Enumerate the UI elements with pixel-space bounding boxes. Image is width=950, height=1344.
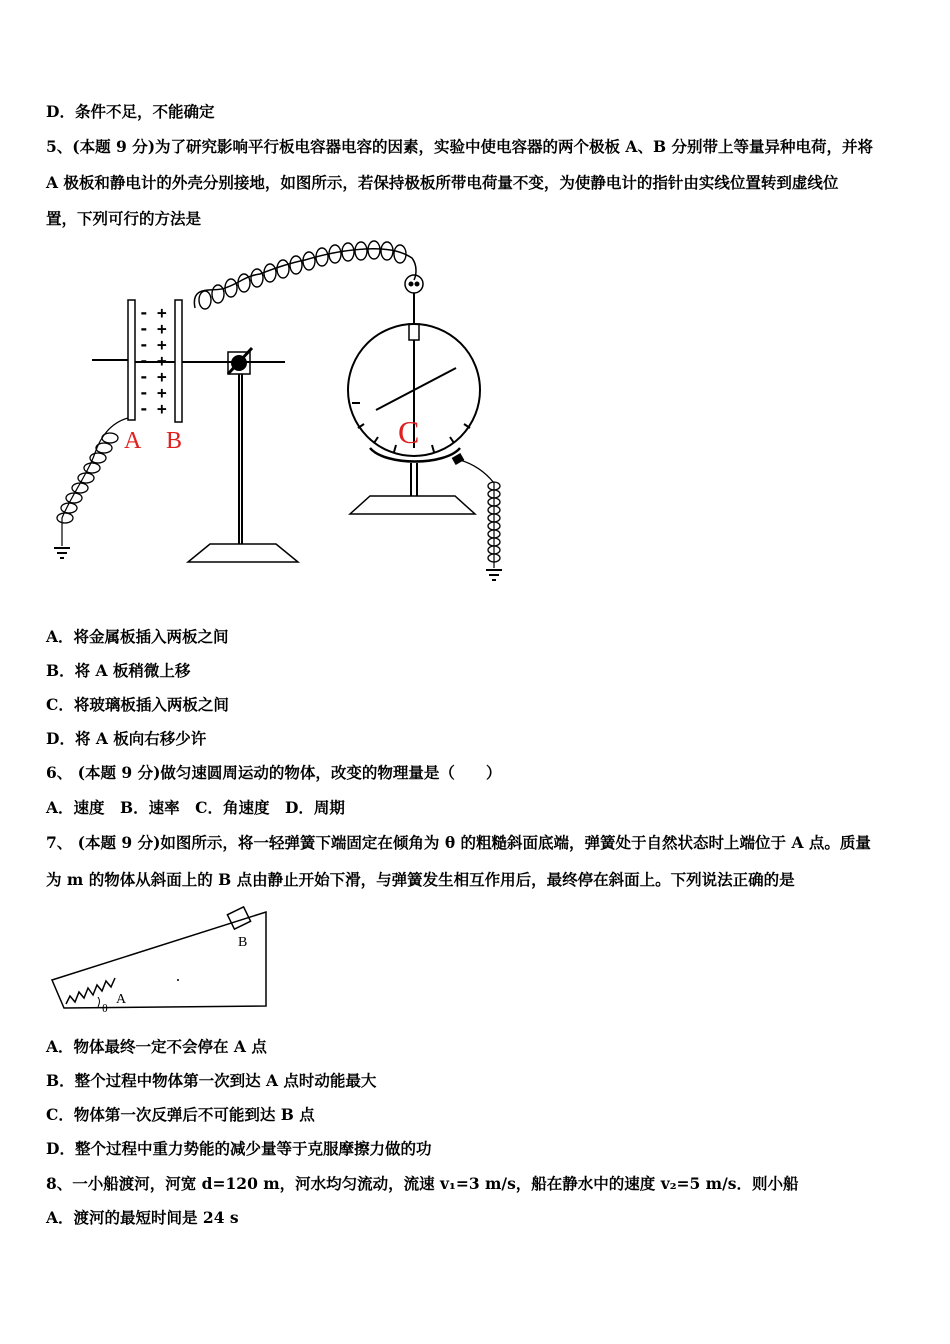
angle-theta-label: θ bbox=[102, 1001, 108, 1014]
q7-option-b: B．整个过程中物体第一次到达 A 点时动能最大 bbox=[46, 1071, 377, 1090]
svg-text:+: + bbox=[157, 319, 167, 338]
plate-a-label: A bbox=[124, 428, 142, 454]
q7-option-d: D．整个过程中重力势能的减少量等于克服摩擦力做的功 bbox=[46, 1139, 432, 1158]
q7-option-a: A．物体最终一定不会停在 A 点 bbox=[46, 1037, 267, 1056]
q6-stem: 6、 (本题 9 分)做匀速圆周运动的物体，改变的物理量是（ ） bbox=[46, 763, 502, 782]
q5-stem-line-3: 置，下列可行的方法是 bbox=[46, 209, 202, 228]
svg-text:-: - bbox=[139, 351, 149, 370]
svg-text:+: + bbox=[157, 399, 167, 418]
capacitor-electrometer-figure bbox=[40, 238, 520, 588]
svg-text:-: - bbox=[139, 367, 149, 386]
svg-text:+: + bbox=[157, 303, 167, 322]
q7-option-c: C．物体第一次反弹后不可能到达 B 点 bbox=[46, 1105, 315, 1124]
plate-b-label: B bbox=[166, 428, 183, 454]
point-b-label: B bbox=[238, 935, 248, 950]
q5-option-c: C．将玻璃板插入两板之间 bbox=[46, 695, 229, 714]
q5-stem-line-1: 5、(本题 9 分)为了研究影响平行板电容器电容的因素，实验中使电容器的两个极板 A、B 分别带上等量异种电荷，并将 bbox=[46, 137, 873, 156]
incline-spring-figure bbox=[48, 900, 270, 1014]
svg-text:-: - bbox=[139, 303, 149, 322]
q6-options: A．速度 B．速率 C．角速度 D．周期 bbox=[46, 798, 345, 817]
point-a-label: A bbox=[116, 992, 127, 1007]
q5-stem-line-2: A 极板和静电计的外壳分别接地，如图所示，若保持极板所带电荷量不变，为使静电计的指针由实线位置转到虚线位 bbox=[46, 173, 839, 192]
q7-stem-line-2: 为 m 的物体从斜面上的 B 点由静止开始下滑，与弹簧发生相互作用后，最终停在斜面上。下列说法正确的是 bbox=[46, 870, 795, 889]
svg-text:+: + bbox=[157, 335, 167, 354]
q8-option-a: A．渡河的最短时间是 24 s bbox=[46, 1208, 239, 1227]
svg-text:+: + bbox=[157, 351, 167, 370]
svg-text:-: - bbox=[139, 335, 149, 354]
svg-text:+: + bbox=[157, 383, 167, 402]
svg-text:-: - bbox=[139, 399, 149, 418]
q4-option-d: D．条件不足，不能确定 bbox=[46, 102, 215, 121]
electrometer-label: C bbox=[398, 414, 420, 450]
q5-option-a: A．将金属板插入两板之间 bbox=[46, 627, 229, 646]
svg-text:+: + bbox=[157, 367, 167, 386]
svg-text:-: - bbox=[139, 319, 149, 338]
q8-stem: 8、一小船渡河，河宽 d=120 m，河水均匀流动，流速 v₁=3 m/s，船在静水中的速度 v₂=5 m/s．则小船 bbox=[46, 1174, 799, 1193]
q5-option-b: B．将 A 板稍微上移 bbox=[46, 661, 191, 680]
q5-option-d: D．将 A 板向右移少许 bbox=[46, 729, 207, 748]
q7-stem-line-1: 7、 (本题 9 分)如图所示，将一轻弹簧下端固定在倾角为 θ 的粗糙斜面底端，弹簧处于自然状态时上端位于 A 点。质量 bbox=[46, 833, 871, 852]
svg-text:-: - bbox=[139, 383, 149, 402]
